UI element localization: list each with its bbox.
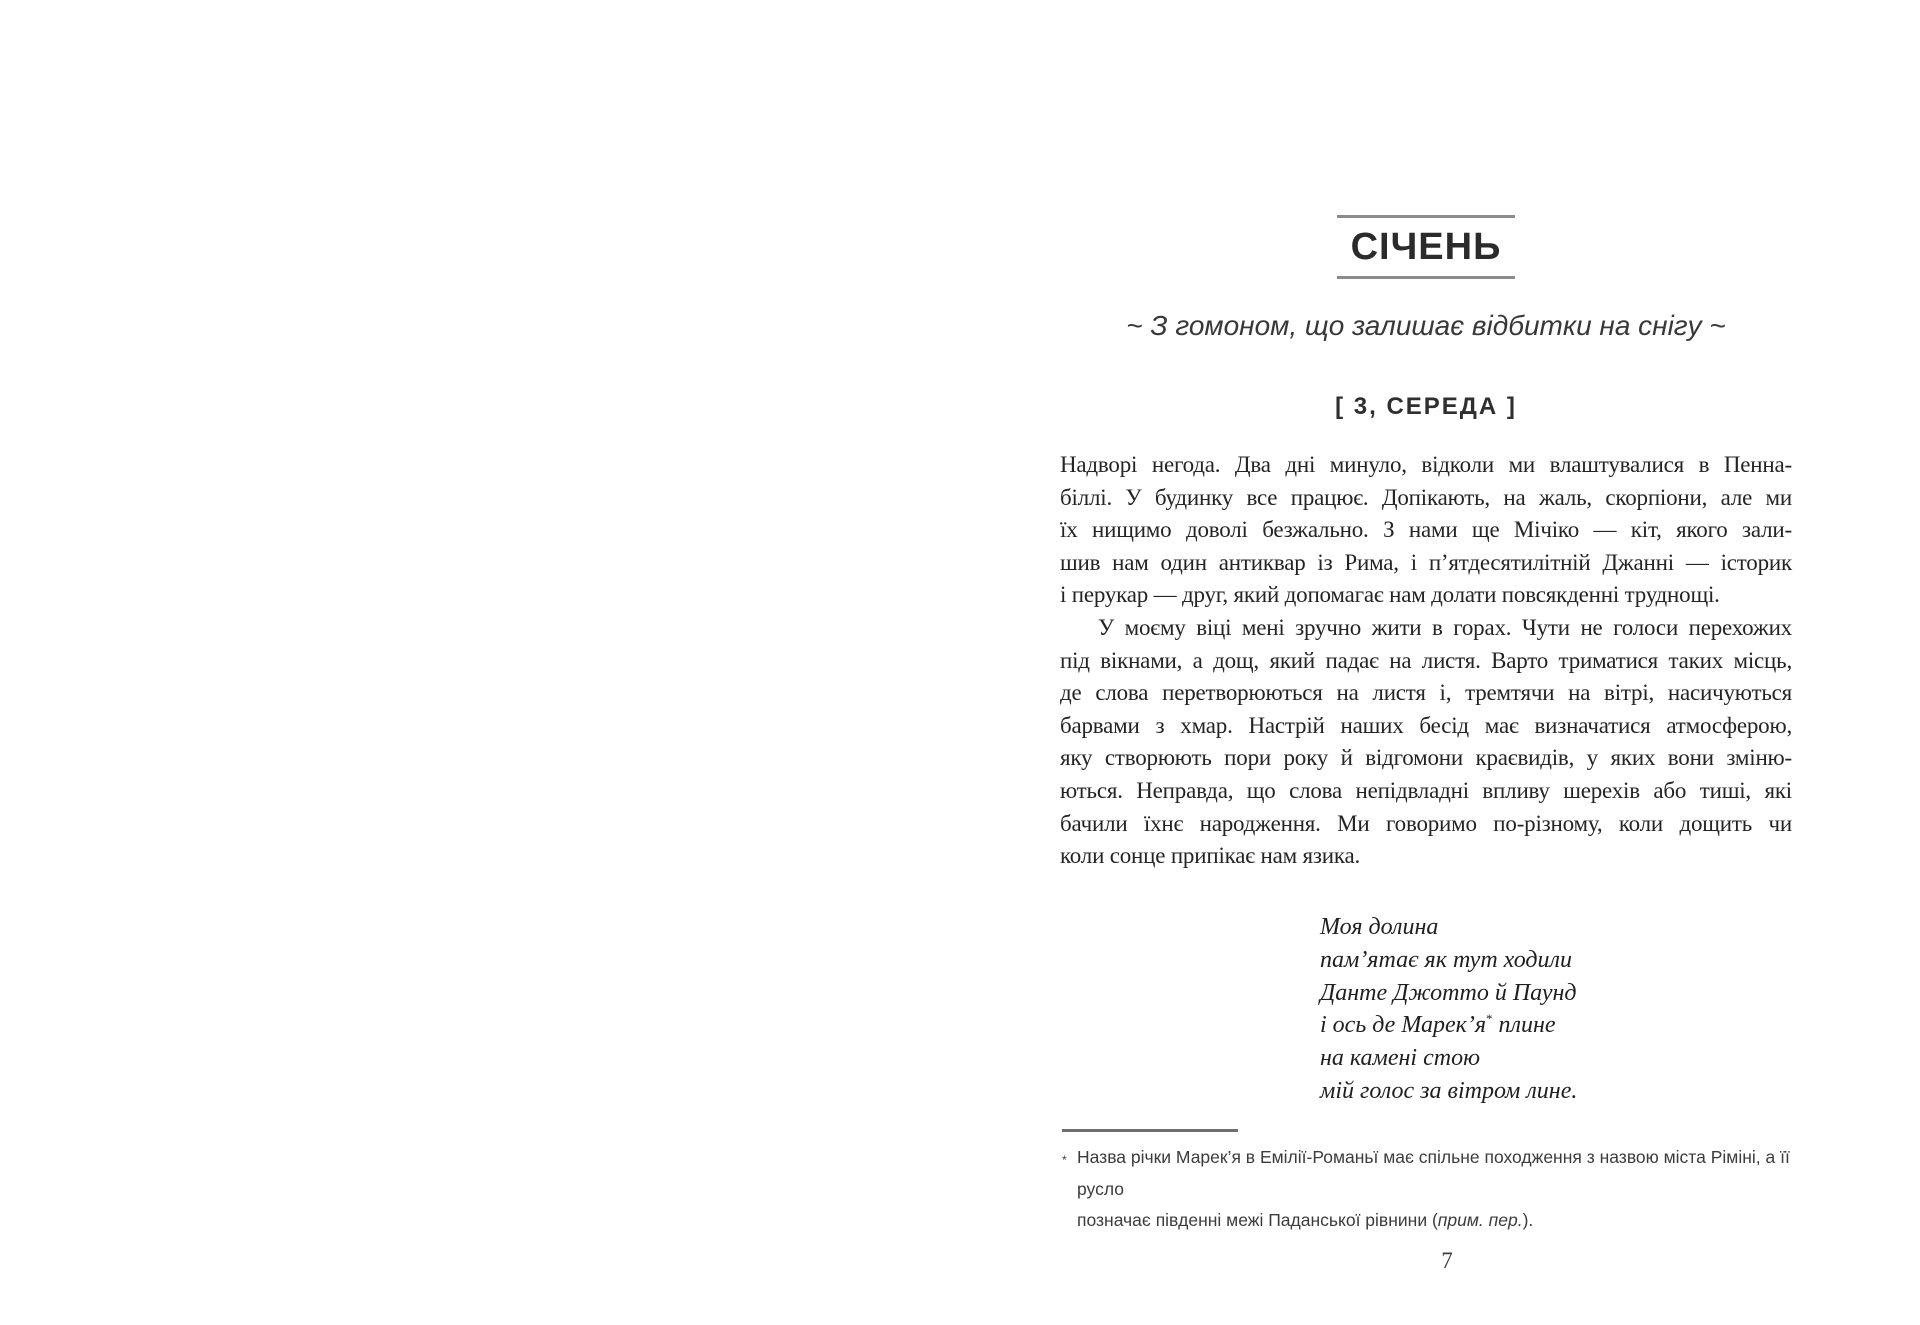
body-line: їх нищимо доволі безжально. З нами ще Мічіко — кіт, якого зали- [1060,517,1792,543]
body-text [1060,449,1792,873]
poem-line: Данте Джотто й Паунд [1320,979,1577,1006]
body-line: ються. Неправда, що слова непідвладні впливу шерехів або тиші, які [1060,777,1792,803]
poem-line-text: плине [1498,1012,1556,1039]
footnote-text: позначає південні межі Паданської рівнини ( [1077,1210,1438,1230]
body-line: бачили їхнє народження. Ми говоримо по-різному, коли дощить чи [1060,810,1792,836]
poem-line: мій голос за вітром лине. [1320,1077,1578,1104]
body-line: біллі. У будинку все працює. Допікають, на жаль, скорпіони, але ми [1060,484,1792,510]
body-line: барвами з хмар. Настрій наших бесід має визначатися атмосферою, [1060,712,1792,738]
footnote-text: ). [1522,1210,1534,1230]
chapter-title-frame [1337,215,1516,279]
footnote [1060,1142,1795,1237]
footnote-line: Назва річки Марек’я в Емілії-Романьї має спільне походження з назвою міста Ріміні, а її русло [1077,1147,1790,1199]
chapter-title-block [1060,215,1792,279]
body-line: яку створюють пори року й відгомони краєвидів, у яких вони зміню- [1060,745,1792,771]
chapter-title: СІЧЕНЬ [1350,226,1502,268]
body-line: під вікнами, а дощ, який падає на листя. Варто триматися таких місць, [1060,647,1792,673]
footnote-reference-marker: * [1486,1011,1493,1027]
footnote-rule [1062,1129,1238,1132]
body-line: шив нам один антиквар із Рима, і п’ятдесятилітній Джанні — історик [1060,549,1792,575]
body-line: де слова перетворюються на листя і, тремтячи на вітрі, насичуються [1060,680,1792,706]
poem-line: на камені стою [1320,1045,1480,1072]
text-column [1060,0,1792,1325]
poem-line: Моя долина [1320,914,1439,940]
footnote-marker: * [1062,1153,1067,1167]
entry-date-heading: [ 3, СЕРЕДА ] [1335,393,1517,420]
footnote-line [1077,1205,1795,1237]
poem-line [1320,1009,1577,1042]
page-number: 7 [1441,1248,1453,1273]
chapter-subtitle: ~ З гомоном, що залишає відбитки на снігу ~ [1126,310,1726,341]
body-line: і перукар — друг, який допомагає нам долати повсякденні труднощі. [1060,582,1720,608]
poem-line: пам’ятає як тут ходили [1320,946,1572,973]
footnote-text-italic: прим. пер. [1437,1210,1523,1230]
body-line: коли сонце припікає нам язика. [1060,843,1361,869]
body-line: Надворі негода. Два дні минуло, відколи ми влаштувалися в Пенна- [1060,452,1792,477]
poem [1320,911,1577,1108]
poem-line-text: і ось де Марек’я [1320,1012,1487,1039]
body-line: У моєму віці мені зручно жити в горах. Чути не голоси перехожих [1098,614,1792,640]
